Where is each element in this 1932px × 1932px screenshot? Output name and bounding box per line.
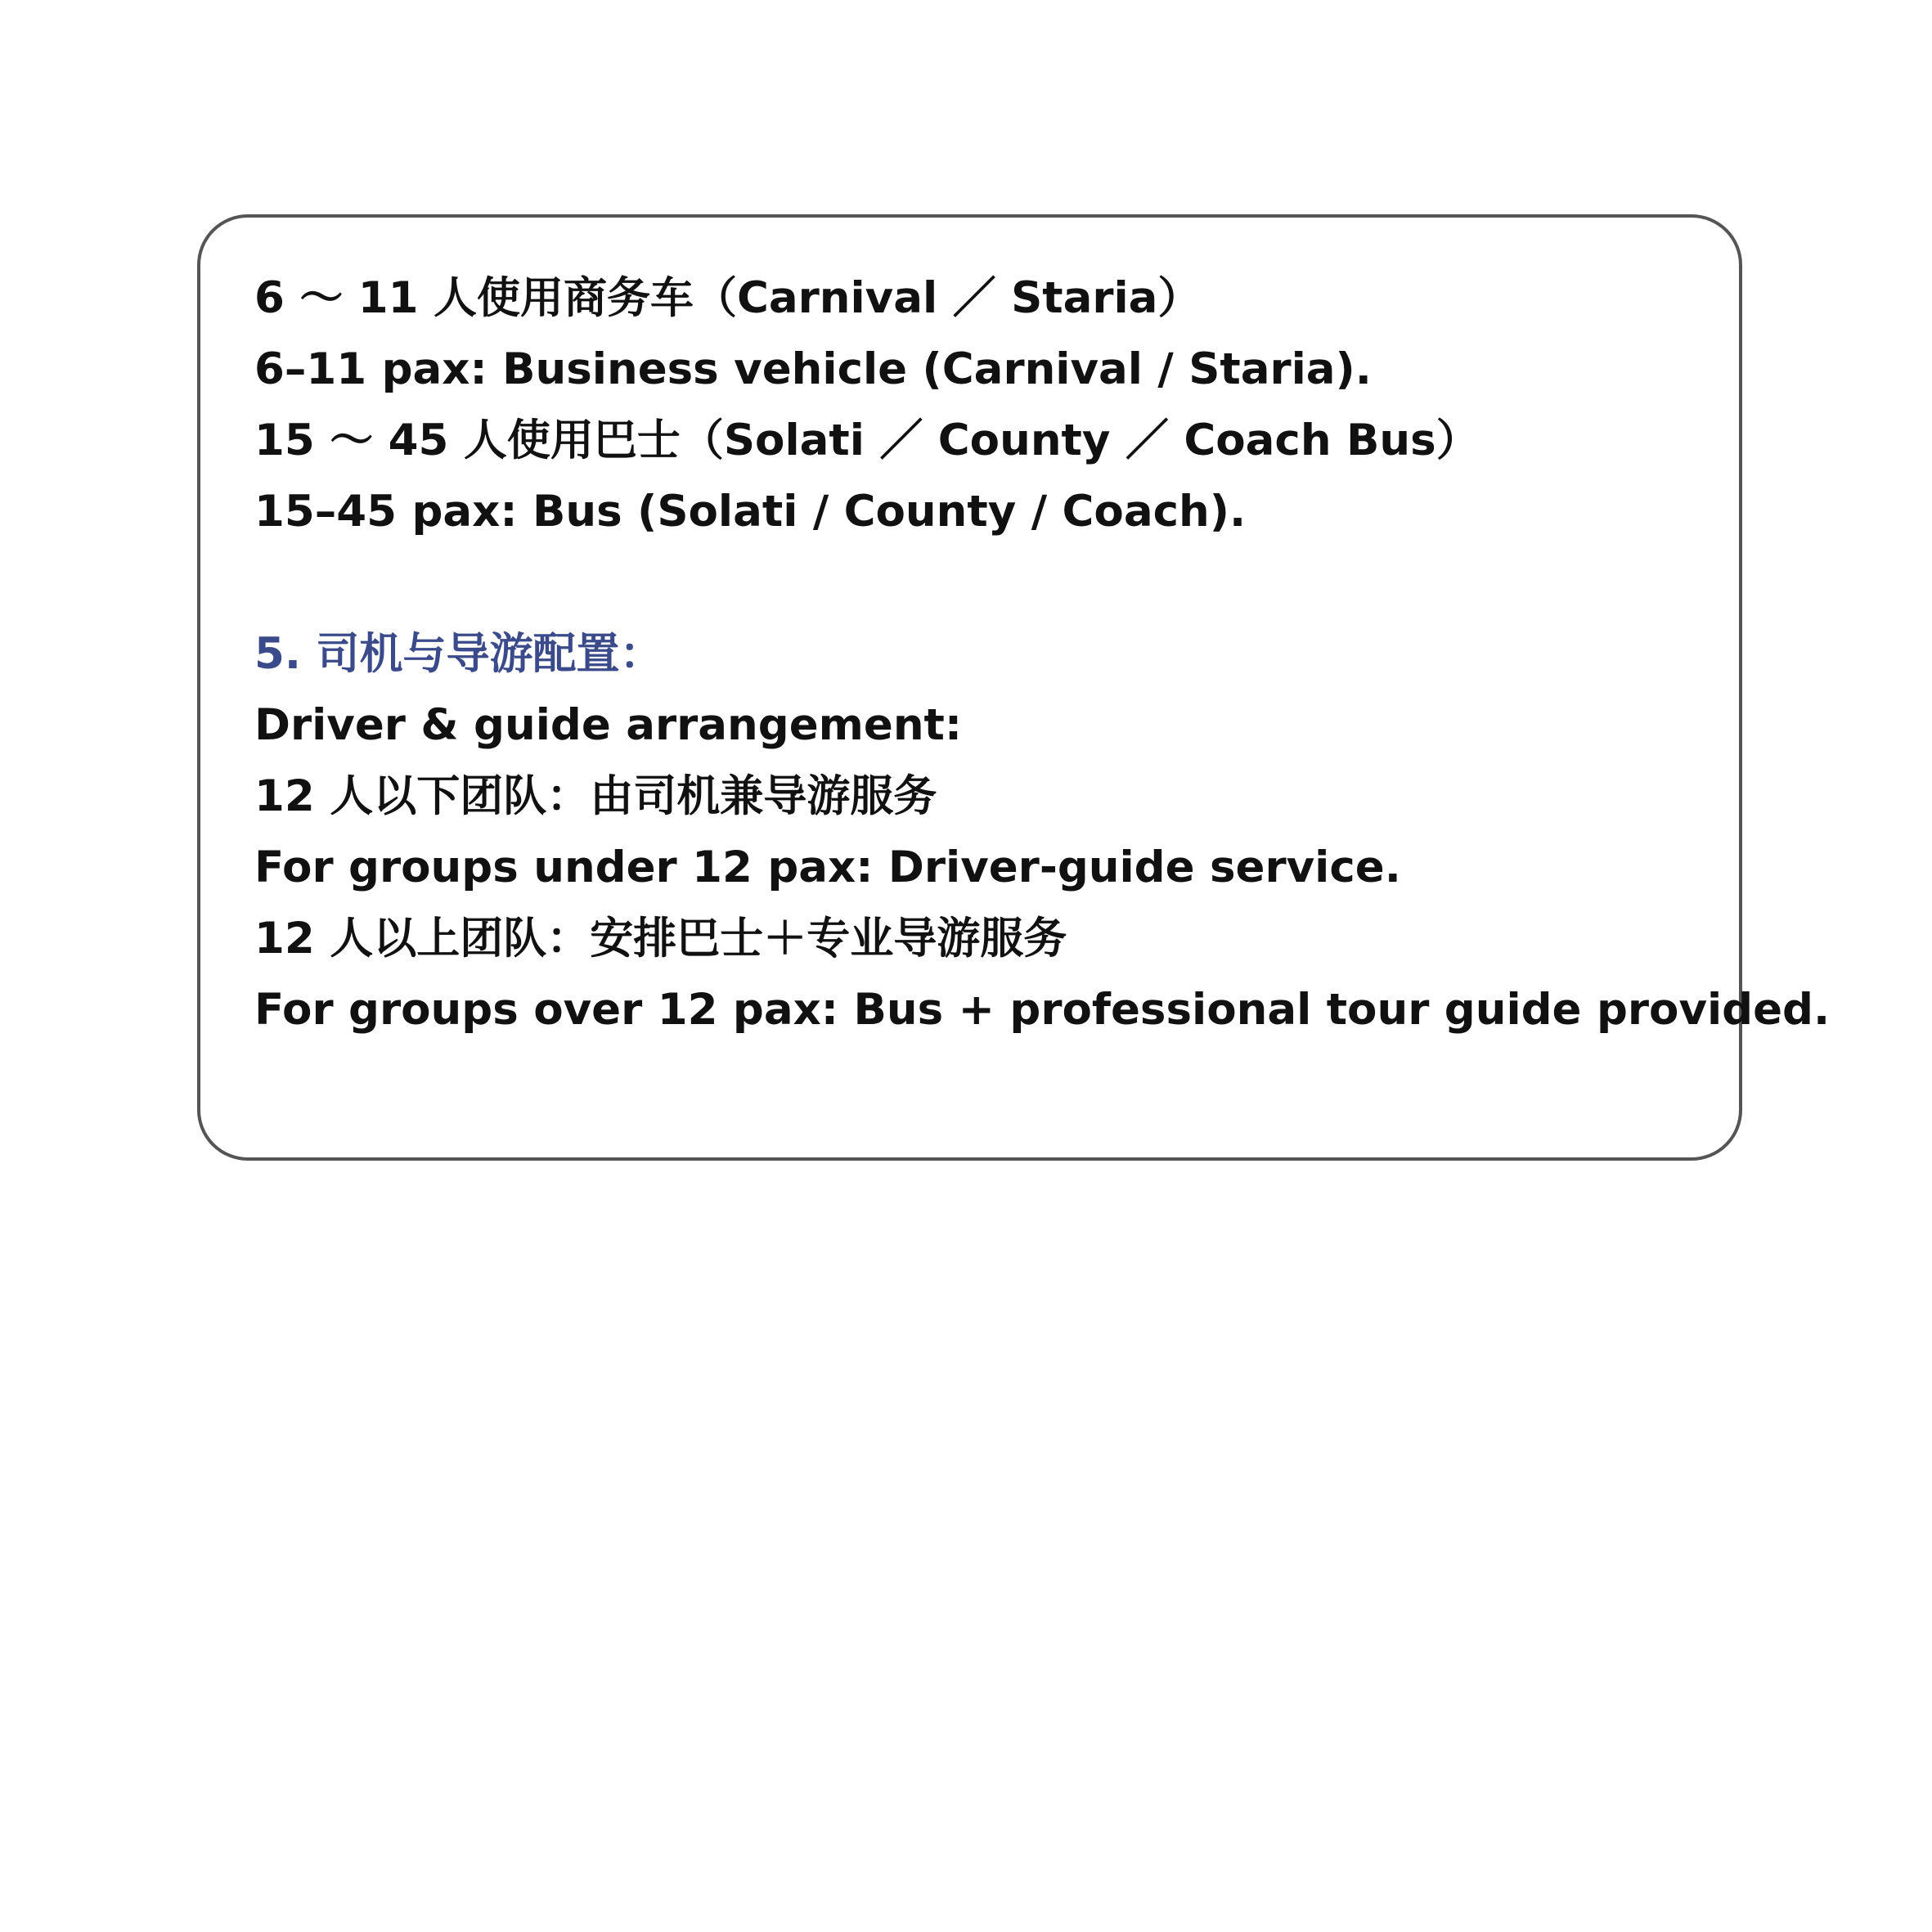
vehicle-line-small-en: 6–11 pax: Business vehicle (Carnival / Staria).	[254, 344, 1372, 394]
vehicle-line-large-zh: 15 ～ 45 人使用巴士（Solati ／ County ／ Coach Bus）	[254, 416, 1480, 465]
vehicle-line-small-zh: 6 ～ 11 人使用商务车（Carnival ／ Staria）	[254, 273, 1202, 323]
info-card	[197, 214, 1831, 1161]
arrangement-large-zh: 12 人以上团队：安排巴士＋专业导游服务	[254, 914, 1067, 964]
arrangement-large-en: For groups over 12 pax: Bus + professional tour guide provided.	[254, 985, 1831, 1035]
section-heading-en: Driver & guide arrangement:	[254, 700, 963, 750]
arrangement-small-zh: 12 人以下团队：由司机兼导游服务	[254, 771, 937, 821]
section-heading-zh: 5. 司机与导游配置：	[254, 629, 663, 679]
vehicle-line-large-en: 15–45 pax: Bus (Solati / County / Coach).	[254, 487, 1247, 537]
card-content	[254, 263, 1831, 1045]
arrangement-small-en: For groups under 12 pax: Driver-guide service.	[254, 842, 1401, 892]
spacer	[254, 547, 1731, 618]
